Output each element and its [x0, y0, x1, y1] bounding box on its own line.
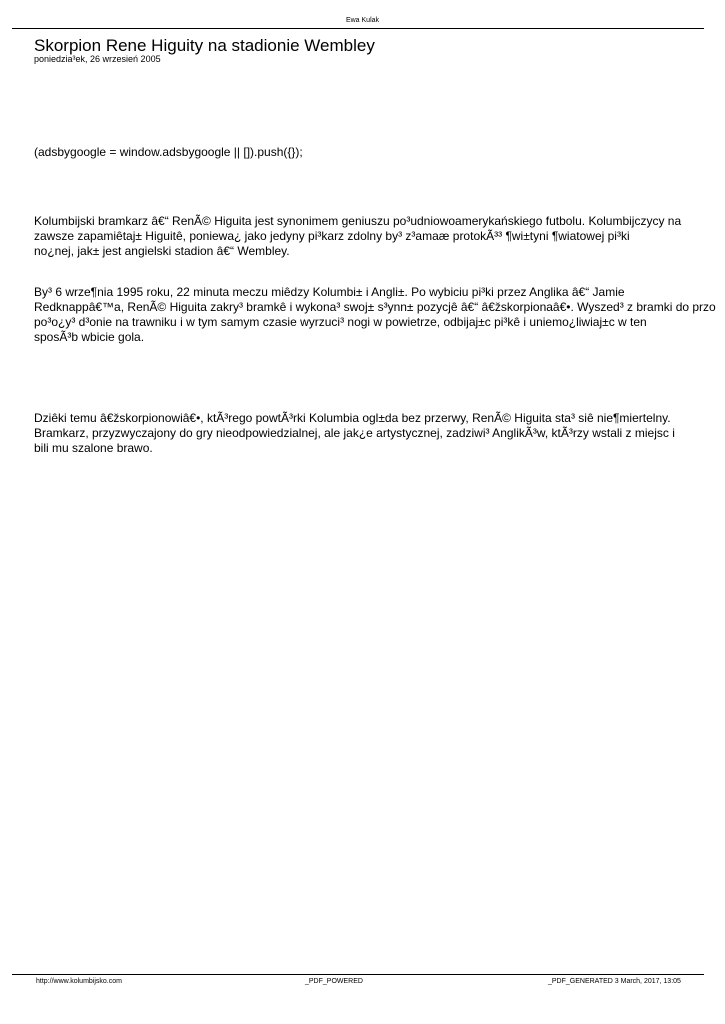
paragraph-line: Bramkarz, przyzwyczajony do gry nieodpowiedzialnej, ale jak¿e artystycznej, zadziwi³ AnglikÃ³w, ktÃ³rzy wstali z miejsc i	[34, 426, 675, 440]
paragraph-line: bili mu szalone brawo.	[34, 441, 153, 455]
paragraph-line: Kolumbijski bramkarz â€“ RenÃ© Higuita jest synonimem geniuszu po³udniowoamerykańskiego futbolu. Kolumbijczycy na	[34, 214, 682, 228]
paragraph-1	[34, 214, 681, 259]
paragraph-line: zawsze zapamiêtaj± Higuitê, poniewa¿ jako jedyny pi³karz zdolny by³ z³amaæ protokÃ³³ ¶wi±tyni ¶wiatowej pi³ki	[34, 229, 630, 243]
paragraph-line: no¿nej, jak± jest angielski stadion â€“ Wembley.	[34, 244, 290, 258]
paragraph-3	[34, 411, 675, 456]
footer-powered: _PDF_POWERED	[305, 978, 363, 985]
paragraph-line: Redknappâ€™a, RenÃ© Higuita zakry³ bramkê i wykona³ swoj± s³ynn± pozycjê â€“ â€žskorpionaâ€•. Wyszed³ z bramki do przo	[34, 300, 716, 314]
article-date: poniedzia³ek, 26 wrzesień 2005	[34, 54, 161, 64]
paragraph-line: Dziêki temu â€žskorpionowiâ€•, ktÃ³rego powtÃ³rki Kolumbia ogl±da bez przerwy, RenÃ© Higuita sta³ siê nie¶miertelny.	[34, 411, 671, 425]
paragraph-2	[34, 285, 716, 345]
header-divider	[12, 28, 704, 29]
footer-divider	[12, 974, 704, 975]
ad-script-line: (adsbygoogle = window.adsbygoogle || []).push({});	[34, 145, 303, 159]
footer-generated: _PDF_GENERATED 3 March, 2017, 13:05	[548, 978, 681, 985]
ad-script-text	[34, 145, 303, 160]
paragraph-line: By³ 6 wrze¶nia 1995 roku, 22 minuta meczu miêdzy Kolumbi± i Angli±. Po wybiciu pi³ki przez Anglika â€“ Jamie	[34, 285, 625, 299]
paragraph-line: sposÃ³b wbicie gola.	[34, 330, 145, 344]
paragraph-line: po³o¿y³ d³onie na trawniku i w tym samym czasie wyrzuci³ nogi w powietrze, odbijaj±c pi³kê i uniemo¿liwiaj±c w ten	[34, 315, 647, 329]
author-name: Ewa Kulak	[345, 17, 380, 24]
article-title: Skorpion Rene Higuity na stadionie Wembley	[34, 36, 375, 55]
footer-url: http://www.kolumbijsko.com	[36, 978, 122, 985]
